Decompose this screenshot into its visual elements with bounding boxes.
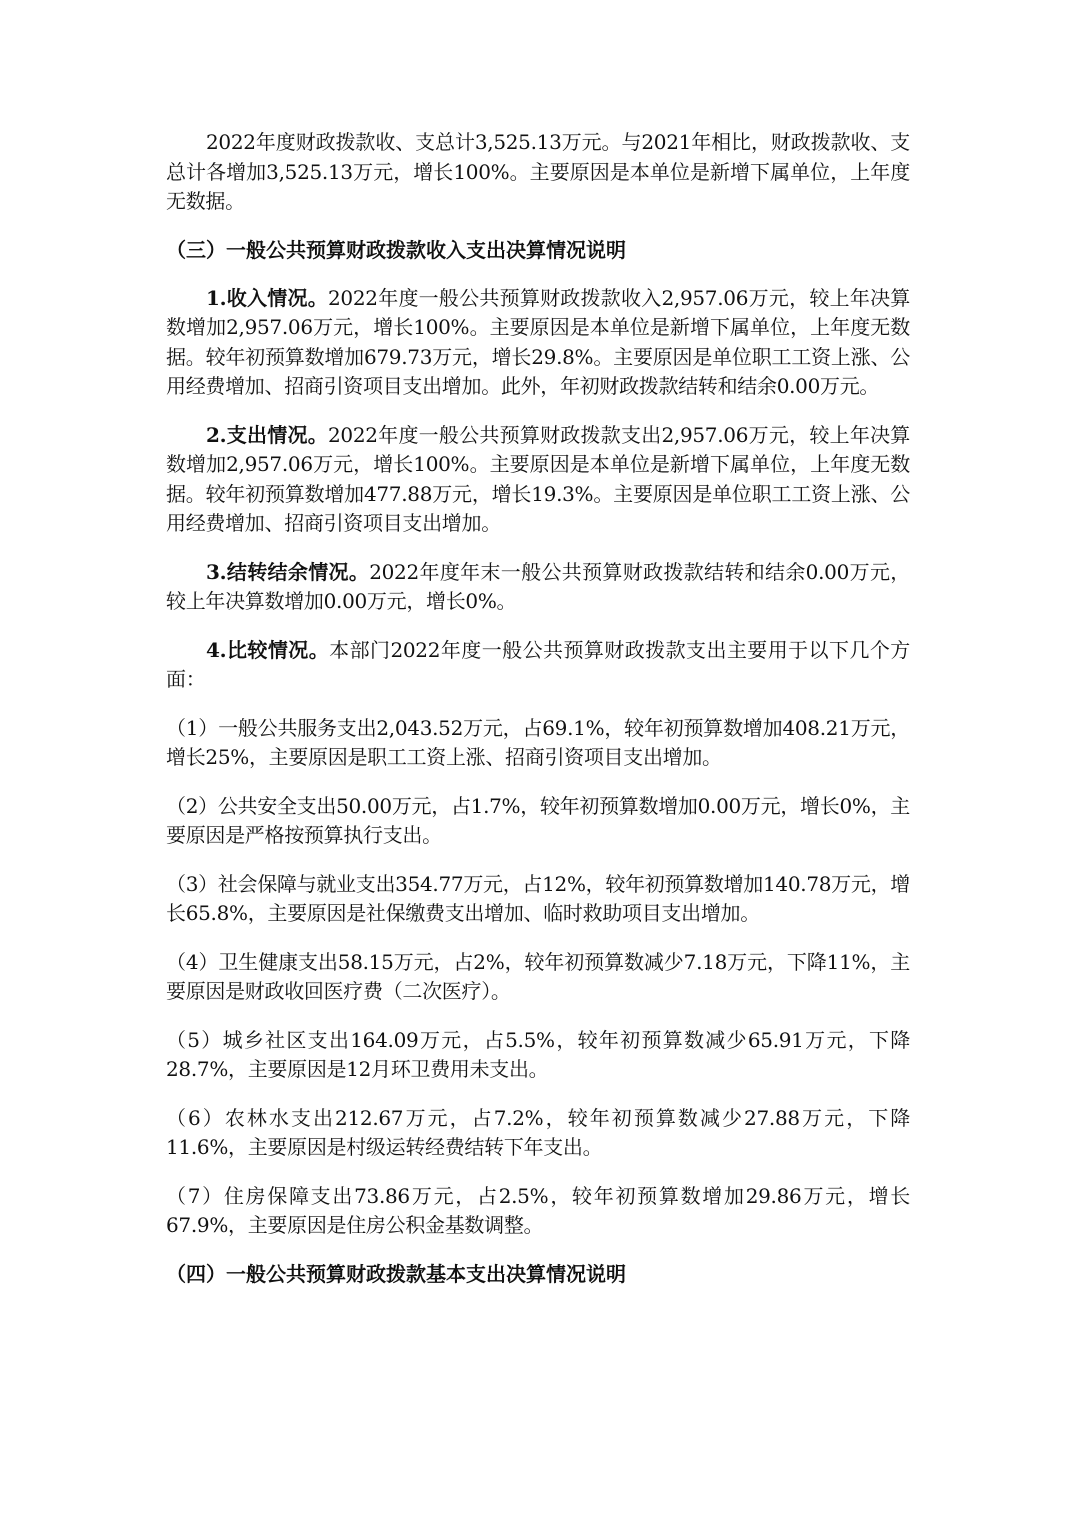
expense-item-1: （1）一般公共服务支出2,043.52万元，占69.1%，较年初预算数增加408.21万元，增长25%，主要原因是职工工资上涨、招商引资项目支出增加。 — [166, 715, 910, 769]
expense-item-6: （6）农林水支出212.67万元，占7.2%，较年初预算数减少27.88万元，下降11.6%，主要原因是村级运转经费结转下年支出。 — [166, 1105, 910, 1159]
section-4-heading: （四）一般公共预算财政拨款基本支出决算情况说明 — [166, 1261, 626, 1286]
intro-paragraph: 2022年度财政拨款收、支总计3,525.13万元。与2021年相比，财政拨款收、支总计各增加3,525.13万元，增长100%。主要原因是本单位是新增下属单位，上年度无数据。 — [166, 130, 910, 213]
expense-lead: 2.支出情况。 — [206, 422, 328, 447]
comparison-paragraph — [166, 636, 910, 695]
carryover-text: 2022年度年末一般公共预算财政拨款结转和结余0.00万元，较上年决算数增加0.00万元，增长0%。 — [166, 559, 910, 613]
income-text: 2022年度一般公共预算财政拨款收入2,957.06万元，较上年决算数增加2,957.06万元，增长100%。主要原因是本单位是新增下属单位，上年度无数据。较年初预算数增加679.73万元，增长29.8%。主要原因是单位职工工资上涨、公用经费增加、招商引资项目支出增加。此外，年初财政拨款结转和结余0.00万元。 — [166, 285, 911, 398]
expense-paragraph — [166, 421, 910, 539]
expense-item-2: （2）公共安全支出50.00万元，占1.7%，较年初预算数增加0.00万元，增长0%，主要原因是严格按预算执行支出。 — [166, 793, 910, 847]
expense-item-3: （3）社会保障与就业支出354.77万元，占12%，较年初预算数增加140.78万元，增长65.8%，主要原因是社保缴费支出增加、临时救助项目支出增加。 — [166, 871, 910, 925]
income-lead: 1.收入情况。 — [206, 285, 328, 310]
expense-item-7: （7）住房保障支出73.86万元，占2.5%，较年初预算数增加29.86万元，增长67.9%，主要原因是住房公积金基数调整。 — [166, 1183, 910, 1237]
carryover-lead: 3.结转结余情况。 — [206, 559, 370, 584]
comparison-text: 本部门2022年度一般公共预算财政拨款支出主要用于以下几个方面： — [166, 637, 910, 691]
expense-item-5: （5）城乡社区支出164.09万元，占5.5%，较年初预算数减少65.91万元，下降28.7%，主要原因是12月环卫费用未支出。 — [166, 1027, 910, 1081]
expense-text: 2022年度一般公共预算财政拨款支出2,957.06万元，较上年决算数增加2,957.06万元，增长100%。主要原因是本单位是新增下属单位，上年度无数据。较年初预算数增加477.88万元，增长19.3%。主要原因是单位职工工资上涨、公用经费增加、招商引资项目支出增加。 — [166, 422, 911, 535]
section-3-heading: （三）一般公共预算财政拨款收入支出决算情况说明 — [166, 237, 626, 262]
document-page — [166, 128, 910, 1308]
comparison-lead: 4.比较情况。 — [206, 637, 330, 662]
carryover-paragraph — [166, 558, 910, 617]
expense-item-4: （4）卫生健康支出58.15万元，占2%，较年初预算数减少7.18万元，下降11%，主要原因是财政收回医疗费（二次医疗）。 — [166, 949, 910, 1003]
income-paragraph — [166, 284, 910, 402]
